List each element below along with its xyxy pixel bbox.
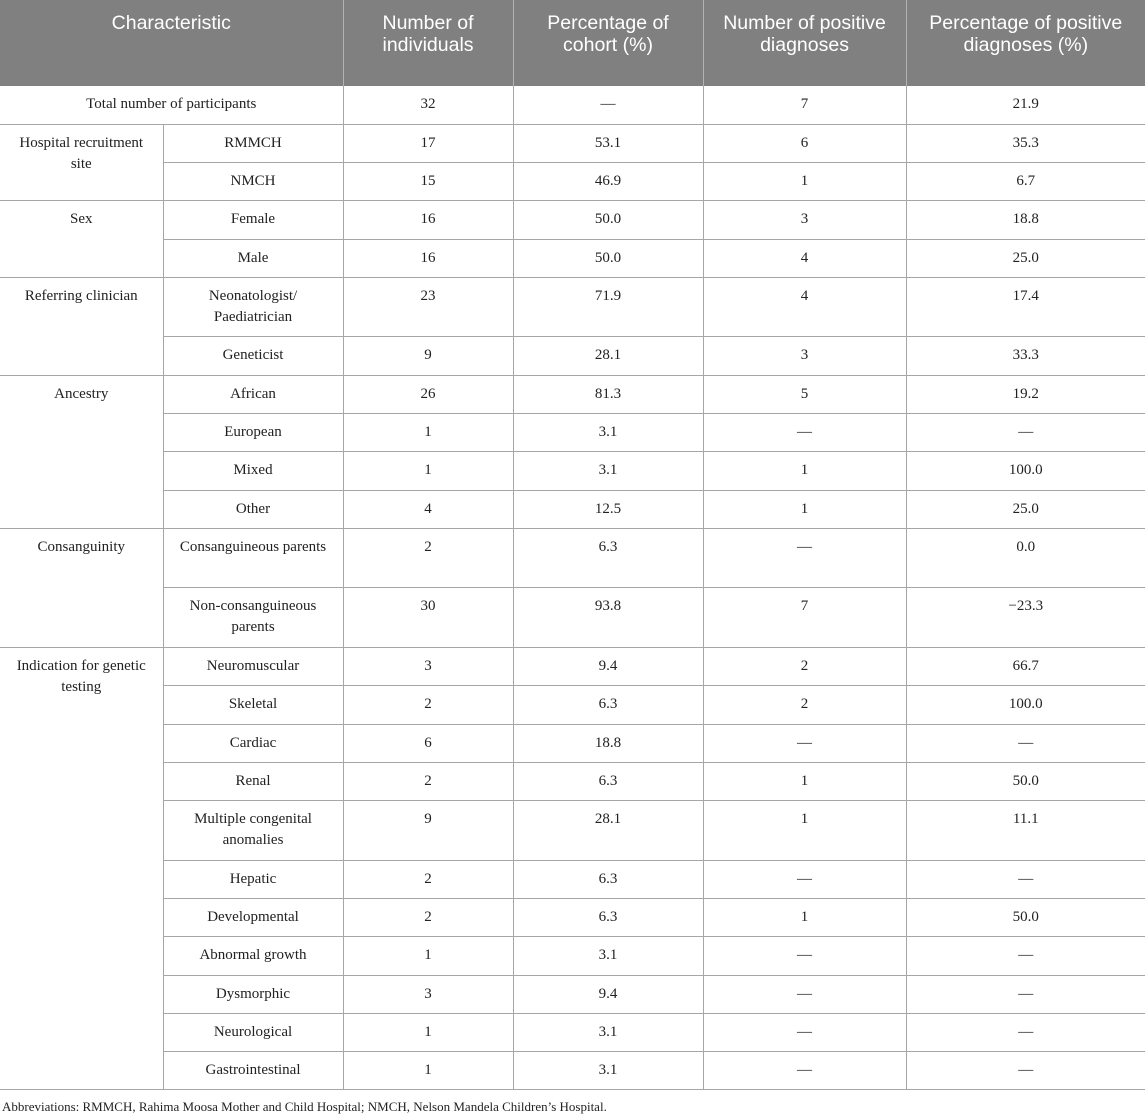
sub-label-cell: Multiple congenital anomalies	[163, 801, 343, 861]
sub-label-cell: Neonatologist/ Paediatrician	[163, 277, 343, 337]
positive-cell: —	[703, 414, 906, 452]
sub-label-cell: Mixed	[163, 452, 343, 490]
table-row	[0, 588, 1145, 648]
individuals-cell: 2	[343, 528, 513, 588]
percent-cohort-cell: 9.4	[513, 647, 703, 685]
individuals-cell: 1	[343, 1013, 513, 1051]
table-row	[0, 724, 1145, 762]
percent-cohort-cell: 81.3	[513, 375, 703, 413]
percent-cohort-cell: 50.0	[513, 201, 703, 239]
percent-cohort-cell: 6.3	[513, 860, 703, 898]
sub-label-cell: Hepatic	[163, 860, 343, 898]
individuals-cell: 4	[343, 490, 513, 528]
individuals-cell: 26	[343, 375, 513, 413]
percent-cohort-cell: 50.0	[513, 239, 703, 277]
individuals-cell: 6	[343, 724, 513, 762]
table-row	[0, 1013, 1145, 1051]
sub-label-cell: Developmental	[163, 898, 343, 936]
percent-cohort-cell: 12.5	[513, 490, 703, 528]
positive-cell: 4	[703, 239, 906, 277]
percent-positive-cell: —	[906, 1052, 1145, 1090]
percent-cohort-cell: 3.1	[513, 452, 703, 490]
percent-positive-cell: 25.0	[906, 239, 1145, 277]
sub-label-cell: Dysmorphic	[163, 975, 343, 1013]
sub-label-cell: Geneticist	[163, 337, 343, 375]
percent-positive-cell: —	[906, 724, 1145, 762]
positive-cell: 6	[703, 124, 906, 162]
sub-label-cell: NMCH	[163, 163, 343, 201]
table-row	[0, 975, 1145, 1013]
table-row	[0, 414, 1145, 452]
table-row	[0, 860, 1145, 898]
table-row	[0, 937, 1145, 975]
positive-cell: 7	[703, 86, 906, 124]
percent-cohort-cell: 6.3	[513, 686, 703, 724]
total-label-cell: Total number of participants	[0, 86, 343, 124]
group-label-cell: Ancestry	[0, 375, 163, 528]
percent-cohort-cell: 3.1	[513, 1013, 703, 1051]
individuals-cell: 1	[343, 414, 513, 452]
group-label-cell: Indication for genetic testing	[0, 647, 163, 1089]
percent-positive-cell: −23.3	[906, 588, 1145, 648]
positive-cell: 2	[703, 686, 906, 724]
sub-label-cell: Female	[163, 201, 343, 239]
individuals-cell: 9	[343, 337, 513, 375]
sub-label-cell: Skeletal	[163, 686, 343, 724]
percent-positive-cell: 35.3	[906, 124, 1145, 162]
percent-positive-cell: 6.7	[906, 163, 1145, 201]
table-row	[0, 163, 1145, 201]
positive-cell: —	[703, 860, 906, 898]
table-row	[0, 762, 1145, 800]
individuals-cell: 9	[343, 801, 513, 861]
percent-cohort-cell: 6.3	[513, 528, 703, 588]
individuals-cell: 16	[343, 239, 513, 277]
group-label-cell: Sex	[0, 201, 163, 278]
percent-cohort-cell: 53.1	[513, 124, 703, 162]
header-number-of-positive-diagnoses: Number of positive diagnoses	[703, 0, 906, 86]
positive-cell: —	[703, 724, 906, 762]
percent-positive-cell: —	[906, 1013, 1145, 1051]
individuals-cell: 32	[343, 86, 513, 124]
percent-cohort-cell: 6.3	[513, 898, 703, 936]
individuals-cell: 2	[343, 898, 513, 936]
table-row	[0, 452, 1145, 490]
positive-cell: 2	[703, 647, 906, 685]
percent-positive-cell: —	[906, 414, 1145, 452]
individuals-cell: 17	[343, 124, 513, 162]
positive-cell: —	[703, 1052, 906, 1090]
percent-cohort-cell: 6.3	[513, 762, 703, 800]
percent-cohort-cell: 18.8	[513, 724, 703, 762]
individuals-cell: 2	[343, 762, 513, 800]
individuals-cell: 3	[343, 647, 513, 685]
percent-cohort-cell: 3.1	[513, 414, 703, 452]
table-row	[0, 201, 1145, 239]
individuals-cell: 3	[343, 975, 513, 1013]
table-row	[0, 528, 1145, 588]
positive-cell: —	[703, 937, 906, 975]
table-row	[0, 1052, 1145, 1090]
header-percentage-of-positive-diagnoses: Percentage of positive diagnoses (%)	[906, 0, 1145, 86]
percent-cohort-cell: 3.1	[513, 937, 703, 975]
table-row	[0, 801, 1145, 861]
sub-label-cell: Consanguineous parents	[163, 528, 343, 588]
percent-positive-cell: 21.9	[906, 86, 1145, 124]
table-row	[0, 686, 1145, 724]
table-row	[0, 375, 1145, 413]
positive-cell: 4	[703, 277, 906, 337]
percent-cohort-cell: 3.1	[513, 1052, 703, 1090]
percent-positive-cell: 50.0	[906, 762, 1145, 800]
sub-label-cell: RMMCH	[163, 124, 343, 162]
percent-positive-cell: 66.7	[906, 647, 1145, 685]
group-label-cell: Referring clinician	[0, 277, 163, 375]
positive-cell: 1	[703, 801, 906, 861]
positive-cell: 1	[703, 762, 906, 800]
sub-label-cell: Neuromuscular	[163, 647, 343, 685]
percent-cohort-cell: 28.1	[513, 337, 703, 375]
percent-positive-cell: 0.0	[906, 528, 1145, 588]
percent-positive-cell: 11.1	[906, 801, 1145, 861]
individuals-cell: 1	[343, 452, 513, 490]
sub-label-cell: Other	[163, 490, 343, 528]
individuals-cell: 23	[343, 277, 513, 337]
percent-positive-cell: 17.4	[906, 277, 1145, 337]
positive-cell: —	[703, 528, 906, 588]
table-row	[0, 86, 1145, 124]
percent-positive-cell: —	[906, 975, 1145, 1013]
table-row	[0, 337, 1145, 375]
percent-positive-cell: 19.2	[906, 375, 1145, 413]
table-row	[0, 277, 1145, 337]
group-label-cell: Hospital recruitment site	[0, 124, 163, 201]
sub-label-cell: Abnormal growth	[163, 937, 343, 975]
positive-cell: 1	[703, 163, 906, 201]
sub-label-cell: Cardiac	[163, 724, 343, 762]
percent-positive-cell: —	[906, 860, 1145, 898]
percent-positive-cell: 100.0	[906, 452, 1145, 490]
percent-positive-cell: —	[906, 937, 1145, 975]
individuals-cell: 2	[343, 860, 513, 898]
percent-cohort-cell: 28.1	[513, 801, 703, 861]
sub-label-cell: Gastrointestinal	[163, 1052, 343, 1090]
individuals-cell: 16	[343, 201, 513, 239]
sub-label-cell: Renal	[163, 762, 343, 800]
percent-positive-cell: 18.8	[906, 201, 1145, 239]
positive-cell: 3	[703, 337, 906, 375]
positive-cell: 5	[703, 375, 906, 413]
sub-label-cell: European	[163, 414, 343, 452]
positive-cell: 1	[703, 452, 906, 490]
sub-label-cell: Neurological	[163, 1013, 343, 1051]
percent-cohort-cell: 46.9	[513, 163, 703, 201]
table-row	[0, 239, 1145, 277]
positive-cell: 1	[703, 898, 906, 936]
positive-cell: 3	[703, 201, 906, 239]
header-row	[0, 0, 1145, 86]
positive-cell: 1	[703, 490, 906, 528]
sub-label-cell: Non-consanguineous parents	[163, 588, 343, 648]
table-row	[0, 647, 1145, 685]
header-characteristic: Characteristic	[0, 0, 343, 86]
table-row	[0, 124, 1145, 162]
positive-cell: 7	[703, 588, 906, 648]
sub-label-cell: African	[163, 375, 343, 413]
individuals-cell: 15	[343, 163, 513, 201]
percent-cohort-cell: —	[513, 86, 703, 124]
percent-cohort-cell: 93.8	[513, 588, 703, 648]
table-footnote: Abbreviations: RMMCH, Rahima Moosa Mother and Child Hospital; NMCH, Nelson Mandela Children’s Hospital.	[2, 1099, 607, 1115]
group-label-cell: Consanguinity	[0, 528, 163, 647]
percent-positive-cell: 25.0	[906, 490, 1145, 528]
percent-cohort-cell: 71.9	[513, 277, 703, 337]
percent-positive-cell: 100.0	[906, 686, 1145, 724]
individuals-cell: 1	[343, 1052, 513, 1090]
header-percentage-of-cohort: Percentage of cohort (%)	[513, 0, 703, 86]
positive-cell: —	[703, 1013, 906, 1051]
positive-cell: —	[703, 975, 906, 1013]
percent-cohort-cell: 9.4	[513, 975, 703, 1013]
individuals-cell: 2	[343, 686, 513, 724]
table-row	[0, 898, 1145, 936]
table-row	[0, 490, 1145, 528]
individuals-cell: 1	[343, 937, 513, 975]
sub-label-cell: Male	[163, 239, 343, 277]
percent-positive-cell: 50.0	[906, 898, 1145, 936]
header-number-of-individuals: Number of individuals	[343, 0, 513, 86]
percent-positive-cell: 33.3	[906, 337, 1145, 375]
individuals-cell: 30	[343, 588, 513, 648]
